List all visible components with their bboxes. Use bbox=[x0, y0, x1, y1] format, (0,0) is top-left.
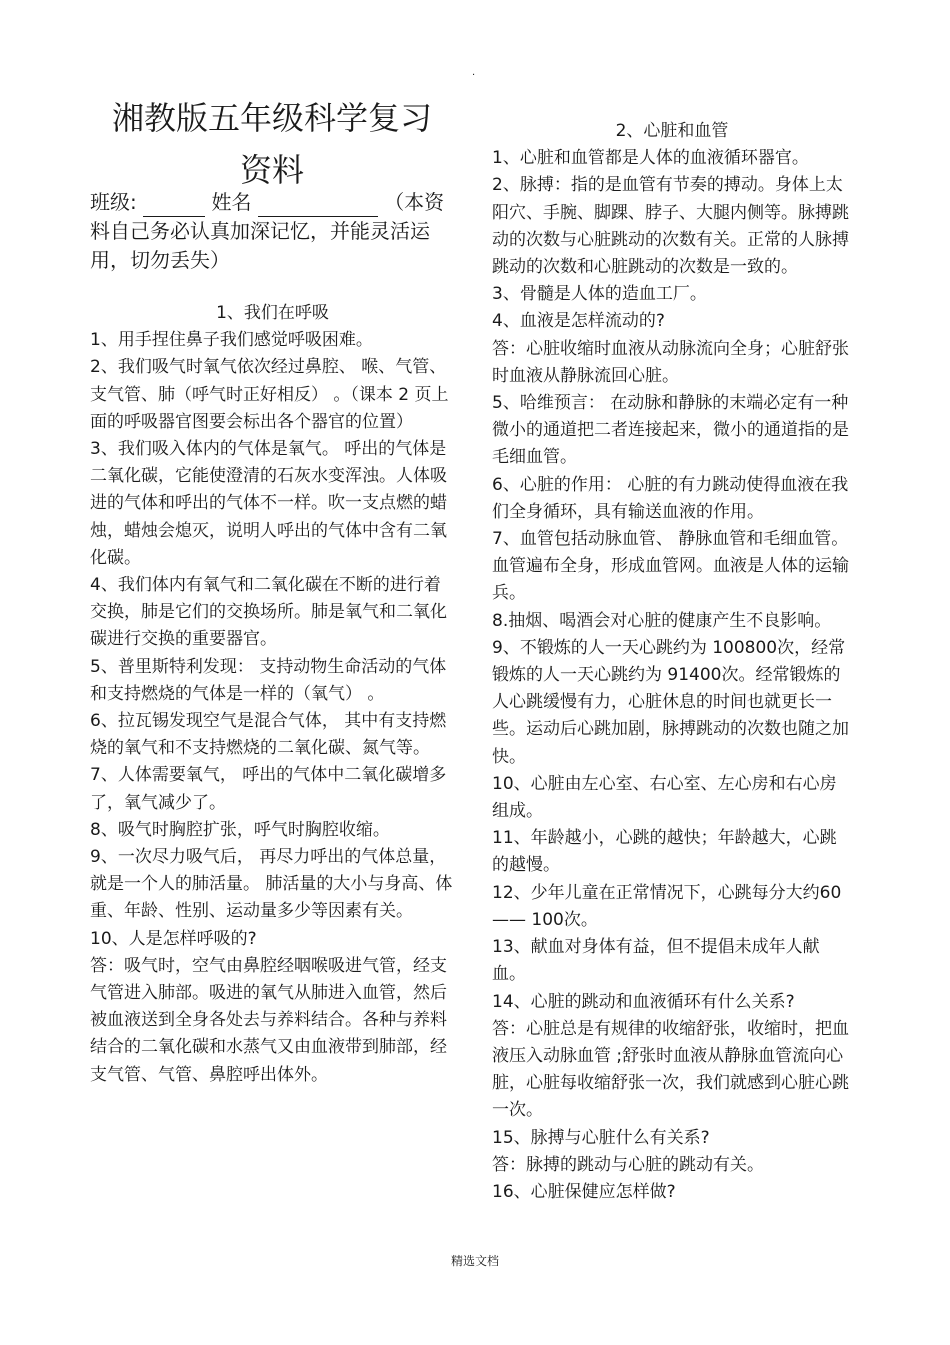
list-item: 3、骨髓是人体的造血工厂。 bbox=[492, 284, 707, 305]
page-marker: · bbox=[472, 70, 476, 81]
page-footer: 精选文档 bbox=[450, 1254, 499, 1268]
list-item: 15、脉搏与心脏什么有关系? bbox=[492, 1127, 710, 1148]
name-blank bbox=[258, 192, 378, 217]
list-item: 9、不锻炼的人一天心跳约为 100800次，经常锻炼的人一天心跳约为 91400次。经常锻炼的人心跳缓慢有力，心脏休息的时间也就更长一些。运动后心跳加剧，脉搏跳动的次数也随之加快。 bbox=[492, 637, 849, 767]
list-item: 1、心脏和血管都是人体的血液循环器官。 bbox=[492, 148, 809, 169]
list-item: 14、心脏的跳动和血液循环有什么关系? bbox=[492, 991, 795, 1012]
list-item: 2、脉搏：指的是血管有节奏的搏动。身体上太阳穴、手腕、脚踝、脖子、大腿内侧等。脉搏跳动的次数与心脏跳动的次数有关。正常的人脉搏跳动的次数和心脏跳动的次数是一致的。 bbox=[492, 175, 849, 278]
class-blank bbox=[143, 192, 205, 217]
list-item: 答：心脏收缩时血液从动脉流向全身；心脏舒张时血液从静脉流回心脏。 bbox=[492, 338, 849, 386]
list-item: 13、献血对身体有益，但不提倡未成年人献血。 bbox=[492, 937, 820, 985]
list-item: 8、吸气时胸腔扩张，呼气时胸腔收缩。 bbox=[90, 819, 390, 840]
section-heading: 2、心脏和血管 bbox=[615, 121, 729, 141]
class-label: 班级: bbox=[90, 190, 137, 214]
list-item: 10、心脏由左心室、右心室、左心房和右心房组成。 bbox=[492, 773, 837, 822]
list-item: 答：吸气时，空气由鼻腔经咽喉吸进气管，经支气管进入肺部。吸进的氧气从肺进入血管，然后被血液送到全身各处去与养料结合。各种与养料结合的二氧化碳和水蒸气又由血液带到肺部，经支气管、气管、鼻腔呼出体外。 bbox=[90, 955, 447, 1085]
list-item: 7、血管包括动脉血管、 静脉血管和毛细血管。血管遍布全身，形成血管网。血液是人体的运输兵。 bbox=[492, 529, 849, 604]
document-title bbox=[92, 92, 452, 196]
student-info bbox=[90, 188, 460, 275]
list-item: 3、我们吸入体内的气体是氧气。 呼出的气体是二氧化碳，它能使澄清的石灰水变浑浊。人体吸进的气体和呼出的气体不一样。吹一支点燃的蜡烛，蜡烛会熄灭，说明人呼出的气体中含有二氧化碳。 bbox=[90, 439, 447, 568]
list-item: 10、人是怎样呼吸的? bbox=[90, 928, 257, 949]
list-item: 5、普里斯特利发现： 支持动物生命活动的气体和支持燃烧的气体是一样的（氧气） 。 bbox=[90, 656, 447, 704]
list-item: 7、人体需要氧气， 呼出的气体中二氧化碳增多了，氧气减少了。 bbox=[90, 765, 447, 813]
title-line-1: 湘教版五年级科学复习 bbox=[111, 99, 432, 137]
list-item: 4、血液是怎样流动的? bbox=[492, 311, 665, 332]
list-item: 8.抽烟、喝酒会对心脏的健康产生不良影响。 bbox=[492, 610, 832, 631]
list-item: 16、心脏保健应怎样做? bbox=[492, 1181, 676, 1202]
list-item: 1、用手捏住鼻子我们感觉呼吸困难。 bbox=[90, 330, 373, 351]
list-item: 11、年龄越小，心跳的越快；年龄越大，心跳的越慢。 bbox=[492, 828, 837, 876]
list-item: 9、一次尽力吸气后， 再尽力呼出的气体总量，就是一个人的肺活量。 肺活量的大小与身高、体重、年龄、性别、运动量多少等因素有关。 bbox=[90, 847, 453, 922]
name-label: 姓名 bbox=[211, 190, 252, 214]
list-item: 答：心脏总是有规律的收缩舒张，收缩时，把血液压入动脉血管 ;舒张时血液从静脉血管流向心脏，心脏每收缩舒张一次，我们就感到心脏心跳一次。 bbox=[492, 1018, 849, 1121]
list-item: 2、我们吸气时氧气依次经过鼻腔、 喉、气管、支气管、肺（呼气时正好相反） 。（课本 2 页上面的呼吸器官图要会标出各个器官的位置） bbox=[90, 357, 449, 432]
list-item: 6、心脏的作用： 心脏的有力跳动使得血液在我们全身循环，具有输送血液的作用。 bbox=[492, 474, 849, 522]
section-heart bbox=[492, 118, 852, 1206]
list-item: 答：脉搏的跳动与心脏的跳动有关。 bbox=[492, 1154, 764, 1175]
list-item: 12、少年儿童在正常情况下，心跳每分大约60—— 100次。 bbox=[492, 882, 842, 930]
title-line-2: 资料 bbox=[239, 151, 304, 189]
info-note: （本资料自己务必认真加深记忆，并能灵活运用，切勿丢失） bbox=[90, 190, 445, 272]
list-item: 6、拉瓦锡发现空气是混合气体， 其中有支持燃烧的氧气和不支持燃烧的二氧化碳、氮气等。 bbox=[90, 711, 447, 759]
section-heading: 1、我们在呼吸 bbox=[216, 303, 329, 323]
list-item: 5、哈维预言： 在动脉和静脉的末端必定有一种微小的通道把二者连接起来，微小的通道指的是毛细血管。 bbox=[492, 393, 849, 468]
section-breathing bbox=[90, 300, 455, 1089]
list-item: 4、我们体内有氧气和二氧化碳在不断的进行着交换，肺是它们的交换场所。肺是氧气和二氧化碳进行交换的重要器官。 bbox=[90, 575, 447, 650]
